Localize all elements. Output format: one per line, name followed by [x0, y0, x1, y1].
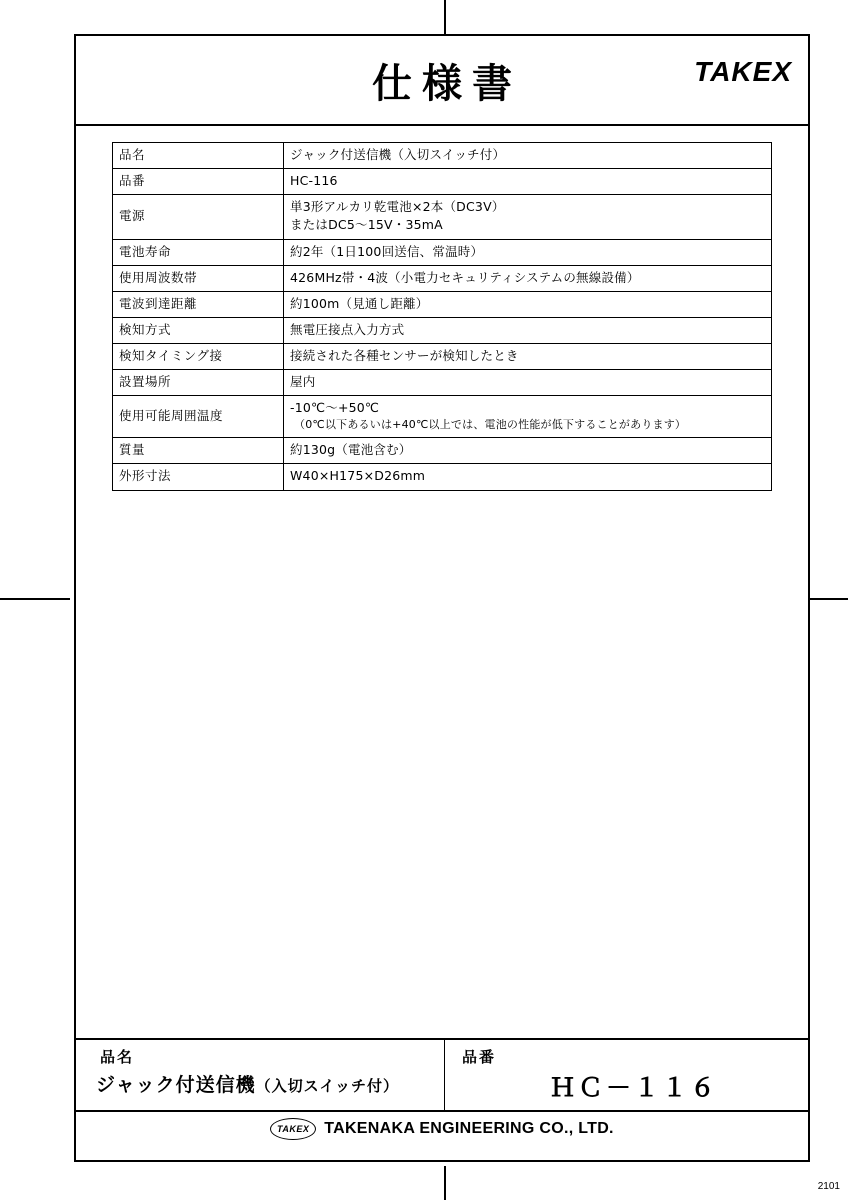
spec-value: 約100m（見通し距離）: [284, 291, 772, 317]
title-block-divider: [444, 1040, 445, 1110]
spec-value: 426MHz帯・4波（小電力セキュリティシステムの無線設備）: [284, 265, 772, 291]
spec-value: 無電圧接点入力方式: [284, 317, 772, 343]
product-code-label: 品番: [462, 1048, 497, 1066]
table-row: [113, 195, 772, 239]
spec-value-line1: 単3形アルカリ乾電池×2本（DC3V）: [290, 199, 505, 215]
spec-value-note: （0℃以下あるいは+40℃以上では、電池の性能が低下することがあります）: [294, 418, 687, 432]
table-row: [113, 169, 772, 195]
table-row: [113, 143, 772, 169]
table-row: [113, 396, 772, 438]
table-row: [113, 370, 772, 396]
table-row: [113, 438, 772, 464]
spec-value: W40×H175×D26mm: [284, 464, 772, 490]
table-row: [113, 291, 772, 317]
product-name-main: ジャック付送信機: [96, 1074, 256, 1096]
spec-value: 接続された各種センサーが検知したとき: [284, 344, 772, 370]
spec-label: 設置場所: [113, 370, 284, 396]
company-name: TAKENAKA ENGINEERING CO., LTD.: [324, 1120, 614, 1137]
spec-label: 使用周波数帯: [113, 265, 284, 291]
crop-mark-bottom: [444, 1166, 446, 1200]
spec-value: HC-116: [284, 169, 772, 195]
spec-value: [284, 396, 772, 438]
table-row: [113, 317, 772, 343]
spec-value: [284, 195, 772, 239]
spec-label: 使用可能周囲温度: [113, 396, 284, 438]
spec-label: 電波到達距離: [113, 291, 284, 317]
table-row: [113, 464, 772, 490]
spec-label: 品番: [113, 169, 284, 195]
spec-label: 電池寿命: [113, 239, 284, 265]
page-title: 仕様書: [372, 61, 522, 107]
brand-logo: TAKEX: [694, 56, 792, 87]
spec-label: 検知方式: [113, 317, 284, 343]
spec-value: 約130g（電池含む）: [284, 438, 772, 464]
product-name-label: 品名: [100, 1048, 135, 1066]
title-block: [76, 1038, 808, 1110]
spec-value: 約2年（1日100回送信、常温時）: [284, 239, 772, 265]
crop-mark-top: [444, 0, 446, 34]
table-row: [113, 239, 772, 265]
crop-mark-right: [810, 598, 848, 600]
document-body: [76, 126, 808, 1038]
table-row: [113, 265, 772, 291]
specification-sheet: [74, 34, 810, 1162]
page-code: 2101: [817, 1181, 840, 1192]
spec-value-line1: -10℃〜+50℃: [290, 400, 380, 416]
company-footer: [76, 1110, 808, 1146]
spec-label: 質量: [113, 438, 284, 464]
takex-logo-icon: TAKEX: [270, 1118, 316, 1140]
spec-label: 検知タイミング接: [113, 344, 284, 370]
specification-table: [112, 142, 772, 491]
product-name-sub: （入切スイッチ付）: [255, 1077, 400, 1095]
spec-value: ジャック付送信機（入切スイッチ付）: [284, 143, 772, 169]
crop-mark-left: [0, 598, 70, 600]
product-code-value: ＨＣ－１１６: [550, 1073, 719, 1102]
spec-value: 屋内: [284, 370, 772, 396]
spec-label: 品名: [113, 143, 284, 169]
spec-label: 電源: [113, 195, 284, 239]
table-row: [113, 344, 772, 370]
spec-value-line2: またはDC5〜15V・35mA: [290, 217, 443, 233]
product-name-value: [96, 1070, 399, 1097]
spec-label: 外形寸法: [113, 464, 284, 490]
document-header: [76, 36, 808, 126]
